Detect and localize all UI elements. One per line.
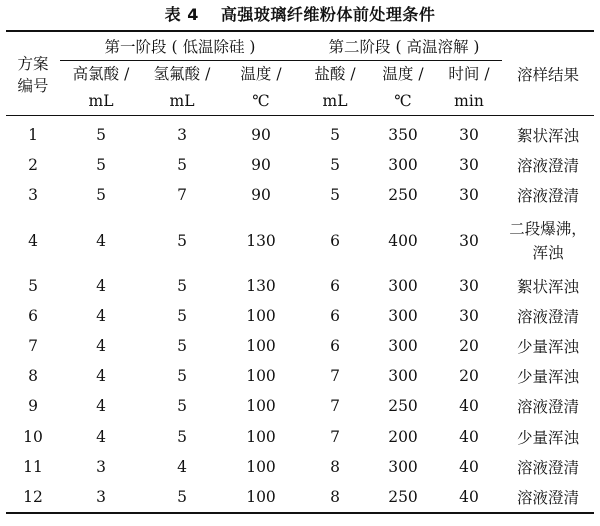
cell-stage1-temperature: 90	[251, 156, 271, 175]
cell-stage2-temperature: 400	[388, 231, 418, 250]
cell-hydrofluoric-acid: 7	[177, 186, 187, 205]
table-row	[6, 116, 594, 151]
cell-scheme-number: 2	[28, 156, 38, 175]
header-hydrofluoric-acid-unit: mL	[169, 92, 195, 110]
cell-stage1-temperature: 100	[246, 397, 276, 416]
cell-hydrochloric-acid: 7	[330, 427, 340, 446]
cell-stage1-temperature: 90	[251, 126, 271, 145]
cell-hydrochloric-acid: 5	[330, 186, 340, 205]
cell-dissolution-result	[502, 180, 594, 210]
cell-hydrofluoric-acid: 5	[177, 367, 187, 386]
cell-hydrochloric-acid: 8	[330, 457, 340, 476]
cell-scheme-number: 4	[28, 231, 38, 250]
result-line: 溶液澄清	[516, 187, 579, 206]
result-line: 絮状浑浊	[516, 277, 579, 296]
table-row	[6, 211, 594, 271]
header-perchloric-acid-unit: mL	[88, 92, 114, 110]
table-row	[6, 301, 594, 331]
cell-stage2-temperature: 300	[388, 156, 418, 175]
cell-perchloric-acid: 5	[96, 126, 106, 145]
cell-perchloric-acid: 5	[96, 186, 106, 205]
result-line: 溶液澄清	[516, 458, 579, 477]
cell-hydrochloric-acid: 6	[330, 337, 340, 356]
cell-stage2-time: 20	[459, 337, 479, 356]
cell-dissolution-result	[502, 331, 594, 361]
cell-hydrofluoric-acid: 5	[177, 276, 187, 295]
cell-dissolution-result	[502, 361, 594, 391]
cell-stage2-temperature: 250	[388, 487, 418, 506]
result-line: 溶液澄清	[516, 307, 579, 326]
header-stage2-temperature-unit: ℃	[394, 92, 412, 110]
cell-stage2-time: 30	[459, 306, 479, 325]
table-row	[6, 331, 594, 361]
cell-stage2-temperature: 250	[388, 186, 418, 205]
table-row	[6, 361, 594, 391]
result-line: 二段爆沸，	[509, 219, 587, 238]
cell-scheme-number: 12	[23, 487, 43, 506]
result-line: 少量浑浊	[516, 338, 579, 357]
cell-hydrochloric-acid: 8	[330, 487, 340, 506]
table-row	[6, 422, 594, 452]
cell-hydrochloric-acid: 7	[330, 397, 340, 416]
cell-hydrofluoric-acid: 4	[177, 457, 187, 476]
cell-stage1-temperature: 130	[246, 231, 276, 250]
table-row	[6, 452, 594, 482]
cell-perchloric-acid: 4	[96, 337, 106, 356]
result-line: 溶液澄清	[516, 398, 579, 417]
cell-stage2-temperature: 300	[388, 367, 418, 386]
cell-stage2-time: 30	[459, 156, 479, 175]
cell-dissolution-result	[502, 271, 594, 301]
table-row	[6, 482, 594, 513]
header-scheme-number	[6, 31, 60, 116]
cell-scheme-number: 5	[28, 276, 38, 295]
cell-perchloric-acid: 3	[96, 487, 106, 506]
header-stage2-time-label: 时间 /	[448, 65, 490, 83]
cell-stage1-temperature: 100	[246, 427, 276, 446]
result-line: 溶液澄清	[516, 488, 579, 507]
cell-stage2-temperature: 300	[388, 276, 418, 295]
header-stage1-temperature-label: 温度 /	[240, 65, 282, 83]
cell-hydrofluoric-acid: 3	[177, 126, 187, 145]
header-stage2-time-unit: min	[454, 92, 484, 110]
cell-hydrofluoric-acid: 5	[177, 231, 187, 250]
cell-stage1-temperature: 100	[246, 306, 276, 325]
result-line: 溶液澄清	[516, 157, 579, 176]
cell-hydrochloric-acid: 5	[330, 126, 340, 145]
cell-hydrofluoric-acid: 5	[177, 397, 187, 416]
cell-hydrofluoric-acid: 5	[177, 427, 187, 446]
cell-dissolution-result	[502, 452, 594, 482]
cell-perchloric-acid: 4	[96, 397, 106, 416]
cell-hydrofluoric-acid: 5	[177, 337, 187, 356]
cell-scheme-number: 3	[28, 186, 38, 205]
cell-scheme-number: 9	[28, 397, 38, 416]
cell-dissolution-result	[502, 301, 594, 331]
cell-scheme-number: 1	[28, 126, 38, 145]
cell-stage2-time: 40	[459, 397, 479, 416]
result-line: 浑浊	[532, 243, 564, 262]
cell-scheme-number: 8	[28, 367, 38, 386]
cell-dissolution-result	[502, 391, 594, 421]
cell-scheme-number: 11	[23, 457, 43, 476]
table-caption	[6, 0, 594, 30]
cell-dissolution-result	[502, 211, 594, 271]
table-row	[6, 271, 594, 301]
header-scheme-line2: 编号	[17, 76, 49, 95]
table-row	[6, 391, 594, 421]
cell-dissolution-result	[502, 150, 594, 180]
cell-stage1-temperature: 130	[246, 276, 276, 295]
table-number: 表 4	[164, 5, 199, 24]
cell-scheme-number: 7	[28, 337, 38, 356]
table-row	[6, 180, 594, 210]
pretreatment-table	[6, 30, 594, 514]
table-title: 高强玻璃纤维粉体前处理条件	[220, 5, 436, 24]
cell-stage1-temperature: 100	[246, 337, 276, 356]
cell-stage2-temperature: 300	[388, 337, 418, 356]
header-perchloric-acid-label: 高氯酸 /	[72, 65, 130, 83]
cell-stage1-temperature: 100	[246, 457, 276, 476]
cell-stage2-time: 30	[459, 276, 479, 295]
cell-hydrochloric-acid: 6	[330, 276, 340, 295]
cell-perchloric-acid: 3	[96, 457, 106, 476]
cell-stage2-temperature: 250	[388, 397, 418, 416]
cell-stage2-time: 30	[459, 231, 479, 250]
cell-dissolution-result	[502, 116, 594, 151]
cell-dissolution-result	[502, 482, 594, 513]
header-scheme-line1: 方案	[17, 54, 49, 73]
header-hydrochloric-acid-unit: mL	[322, 92, 348, 110]
header-result: 溶样结果	[516, 65, 579, 84]
cell-stage2-temperature: 300	[388, 306, 418, 325]
cell-stage2-time: 30	[459, 126, 479, 145]
cell-hydrofluoric-acid: 5	[177, 487, 187, 506]
cell-stage2-time: 40	[459, 427, 479, 446]
result-line: 絮状浑浊	[516, 127, 579, 146]
cell-perchloric-acid: 4	[96, 276, 106, 295]
header-hydrofluoric-acid-label: 氢氟酸 /	[153, 65, 211, 83]
result-line: 少量浑浊	[516, 368, 579, 387]
cell-stage2-time: 40	[459, 457, 479, 476]
cell-hydrochloric-acid: 7	[330, 367, 340, 386]
cell-stage2-time: 30	[459, 186, 479, 205]
cell-stage1-temperature: 90	[251, 186, 271, 205]
cell-hydrochloric-acid: 5	[330, 156, 340, 175]
header-stage2: 第二阶段 ( 高温溶解 )	[300, 31, 502, 61]
cell-hydrofluoric-acid: 5	[177, 156, 187, 175]
header-hydrochloric-acid-label: 盐酸 /	[314, 65, 356, 83]
cell-stage2-time: 40	[459, 487, 479, 506]
cell-hydrochloric-acid: 6	[330, 231, 340, 250]
cell-scheme-number: 6	[28, 306, 38, 325]
header-stage1-temperature-unit: ℃	[252, 92, 270, 110]
cell-perchloric-acid: 4	[96, 306, 106, 325]
table-row	[6, 150, 594, 180]
cell-hydrochloric-acid: 6	[330, 306, 340, 325]
cell-stage1-temperature: 100	[246, 367, 276, 386]
result-line: 少量浑浊	[516, 428, 579, 447]
cell-stage2-temperature: 300	[388, 457, 418, 476]
cell-perchloric-acid: 4	[96, 427, 106, 446]
header-stage1: 第一阶段 ( 低温除硅 )	[60, 31, 300, 61]
cell-perchloric-acid: 5	[96, 156, 106, 175]
cell-perchloric-acid: 4	[96, 367, 106, 386]
cell-stage2-time: 20	[459, 367, 479, 386]
cell-stage2-temperature: 200	[388, 427, 418, 446]
cell-stage2-temperature: 350	[388, 126, 418, 145]
cell-stage1-temperature: 100	[246, 487, 276, 506]
header-stage2-temperature-label: 温度 /	[382, 65, 424, 83]
cell-scheme-number: 10	[23, 427, 43, 446]
cell-hydrofluoric-acid: 5	[177, 306, 187, 325]
cell-perchloric-acid: 4	[96, 231, 106, 250]
cell-dissolution-result	[502, 422, 594, 452]
